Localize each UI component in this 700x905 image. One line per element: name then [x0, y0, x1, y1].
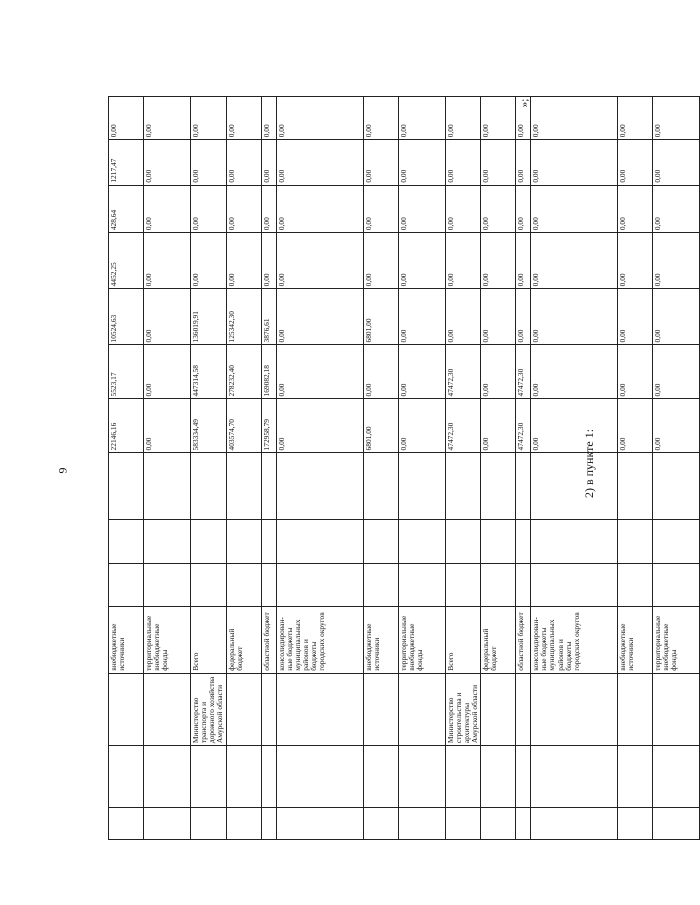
empty-cell: [144, 453, 191, 520]
empty-cell: [653, 746, 700, 808]
section-text: 2) в пункте 1:: [582, 428, 597, 499]
empty-cell: [226, 520, 261, 563]
empty-cell: [516, 807, 531, 839]
value-cell: 0,00: [276, 345, 363, 399]
empty-cell: [653, 563, 700, 606]
value-cell: 0,00: [445, 233, 481, 289]
value-cell: 0,00: [261, 185, 276, 233]
empty-cell: [398, 807, 445, 839]
value-cell: 0,00: [445, 289, 481, 345]
empty-cell: [531, 807, 618, 839]
value-cell: 0,00: [516, 97, 531, 140]
source-cell: областной бюджет: [261, 606, 276, 673]
value-cell: 0,00: [261, 97, 276, 140]
value-cell: 447314,58: [191, 345, 227, 399]
empty-cell: [276, 453, 363, 520]
value-cell: 0,00: [226, 185, 261, 233]
value-cell: 278232,40: [226, 345, 261, 399]
org-cell: [226, 673, 261, 745]
empty-cell: [516, 453, 531, 520]
source-cell: внебюджетные источники: [618, 606, 653, 673]
empty-cell: [398, 520, 445, 563]
value-cell: 0,00: [481, 185, 516, 233]
source-cell: территориальные внебюджетные фонды: [398, 606, 445, 673]
org-cell: [276, 673, 363, 745]
value-cell: 10524,63: [109, 289, 144, 345]
value-cell: 0,00: [618, 399, 653, 453]
table-row: [531, 97, 618, 840]
empty-cell: [363, 520, 398, 563]
value-cell: 0,00: [398, 233, 445, 289]
empty-cell: [653, 520, 700, 563]
value-cell: 6801,00: [363, 399, 398, 453]
empty-cell: [445, 453, 481, 520]
value-cell: 0,00: [618, 345, 653, 399]
empty-cell: [261, 563, 276, 606]
value-cell: 0,00: [516, 289, 531, 345]
empty-cell: [109, 807, 144, 839]
value-cell: 0,00: [191, 140, 227, 185]
value-cell: 0,00: [144, 345, 191, 399]
value-cell: 47472,30: [445, 345, 481, 399]
empty-cell: [363, 807, 398, 839]
org-cell: [398, 673, 445, 745]
value-cell: 0,00: [191, 233, 227, 289]
org-cell: [531, 673, 618, 745]
value-cell: 0,00: [276, 185, 363, 233]
empty-cell: [144, 746, 191, 808]
value-cell: 169082,18: [261, 345, 276, 399]
value-cell: 0,00: [481, 289, 516, 345]
value-cell: 1217,47: [109, 140, 144, 185]
empty-cell: [481, 746, 516, 808]
value-cell: 0,00: [363, 233, 398, 289]
value-cell: 125342,30: [226, 289, 261, 345]
org-cell: [516, 673, 531, 745]
empty-cell: [531, 746, 618, 808]
empty-cell: [363, 453, 398, 520]
empty-cell: [531, 563, 618, 606]
empty-cell: [191, 563, 227, 606]
value-cell: 583334,49: [191, 399, 227, 453]
org-cell: [261, 673, 276, 745]
value-cell: 5523,17: [109, 345, 144, 399]
value-cell: 0,00: [226, 97, 261, 140]
value-cell: 0,00: [531, 345, 618, 399]
empty-cell: [276, 746, 363, 808]
value-cell: 0,00: [531, 97, 618, 140]
empty-cell: [481, 807, 516, 839]
empty-cell: [398, 746, 445, 808]
empty-cell: [481, 453, 516, 520]
source-cell: территориальные внебюджетные фонды: [653, 606, 700, 673]
source-cell: федеральный бюджет: [481, 606, 516, 673]
value-cell: 0,00: [398, 345, 445, 399]
value-cell: 0,00: [191, 185, 227, 233]
value-cell: 0,00: [653, 185, 700, 233]
empty-cell: [618, 520, 653, 563]
empty-cell: [109, 453, 144, 520]
value-cell: 47472,30: [516, 345, 531, 399]
source-cell: консолидирован-ные бюджеты муниципальных районов и бюджеты городских округов: [276, 606, 363, 673]
empty-cell: [618, 746, 653, 808]
value-cell: 0,00: [363, 345, 398, 399]
value-cell: 47472,30: [516, 399, 531, 453]
empty-cell: [226, 807, 261, 839]
value-cell: 0,00: [531, 140, 618, 185]
empty-cell: [276, 807, 363, 839]
empty-cell: [191, 807, 227, 839]
closing-quote: »;: [518, 98, 531, 108]
value-cell: 0,00: [618, 185, 653, 233]
empty-cell: [653, 807, 700, 839]
table-row: [276, 97, 363, 840]
org-cell: [618, 673, 653, 745]
value-cell: 0,00: [276, 233, 363, 289]
value-cell: 428,64: [109, 185, 144, 233]
value-cell: 0,00: [531, 233, 618, 289]
value-cell: 0,00: [445, 97, 481, 140]
value-cell: 0,00: [398, 140, 445, 185]
value-cell: 0,00: [398, 97, 445, 140]
value-cell: 0,00: [276, 140, 363, 185]
empty-cell: [653, 453, 700, 520]
value-cell: 0,00: [653, 97, 700, 140]
value-cell: 0,00: [481, 233, 516, 289]
value-cell: 0,00: [481, 140, 516, 185]
empty-cell: [531, 520, 618, 563]
value-cell: 0,00: [481, 345, 516, 399]
table-row: [653, 97, 700, 840]
empty-cell: [191, 746, 227, 808]
org-cell: [653, 673, 700, 745]
empty-cell: [144, 520, 191, 563]
value-cell: 0,00: [445, 140, 481, 185]
org-cell: [144, 673, 191, 745]
value-cell: 0,00: [226, 233, 261, 289]
table-row: [261, 97, 276, 840]
value-cell: 0,00: [618, 97, 653, 140]
empty-cell: [445, 563, 481, 606]
budget-table: [108, 96, 700, 840]
value-cell: 0,00: [276, 399, 363, 453]
org-cell: Министерство транспорта и дорожного хозяйства Амурской области: [191, 673, 227, 745]
value-cell: 0,00: [516, 233, 531, 289]
empty-cell: [261, 520, 276, 563]
empty-cell: [191, 520, 227, 563]
empty-cell: [481, 520, 516, 563]
org-cell: Министерство строительства и архитектуры Амурской области: [445, 673, 481, 745]
value-cell: 0,00: [144, 97, 191, 140]
value-cell: 0,00: [144, 289, 191, 345]
value-cell: 0,00: [618, 233, 653, 289]
empty-cell: [516, 520, 531, 563]
org-cell: [109, 673, 144, 745]
value-cell: 0,00: [618, 140, 653, 185]
empty-cell: [226, 453, 261, 520]
empty-cell: [363, 563, 398, 606]
empty-cell: [261, 746, 276, 808]
value-cell: 0,00: [618, 289, 653, 345]
table-row: [226, 97, 261, 840]
empty-cell: [618, 563, 653, 606]
value-cell: 3876,61: [261, 289, 276, 345]
value-cell: 0,00: [653, 399, 700, 453]
value-cell: 0,00: [144, 399, 191, 453]
source-cell: внебюджетные источники: [109, 606, 144, 673]
value-cell: 0,00: [144, 185, 191, 233]
value-cell: 0,00: [276, 97, 363, 140]
table-row: [618, 97, 653, 840]
empty-cell: [144, 563, 191, 606]
value-cell: 136019,91: [191, 289, 227, 345]
value-cell: 0,00: [481, 399, 516, 453]
value-cell: 0,00: [398, 289, 445, 345]
table-row: [481, 97, 516, 840]
table-row: [516, 97, 531, 840]
value-cell: 6801,00: [363, 289, 398, 345]
source-cell: областной бюджет: [516, 606, 531, 673]
value-cell: 0,00: [261, 140, 276, 185]
empty-cell: [144, 807, 191, 839]
table-row: [144, 97, 191, 840]
value-cell: 0,00: [276, 289, 363, 345]
source-cell: федеральный бюджет: [226, 606, 261, 673]
value-cell: 0,00: [261, 233, 276, 289]
value-cell: 0,00: [531, 289, 618, 345]
value-cell: 0,00: [363, 140, 398, 185]
value-cell: 0,00: [191, 97, 227, 140]
empty-cell: [516, 746, 531, 808]
value-cell: 172958,79: [261, 399, 276, 453]
table-row: [363, 97, 398, 840]
value-cell: 0,00: [531, 399, 618, 453]
source-cell: территориальные внебюджетные фонды: [144, 606, 191, 673]
value-cell: 0,00: [144, 233, 191, 289]
empty-cell: [363, 746, 398, 808]
empty-cell: [445, 807, 481, 839]
source-cell: Всего: [191, 606, 227, 673]
empty-cell: [531, 453, 618, 520]
value-cell: 0,00: [398, 185, 445, 233]
empty-cell: [261, 807, 276, 839]
empty-cell: [618, 453, 653, 520]
empty-cell: [226, 746, 261, 808]
empty-cell: [481, 563, 516, 606]
value-cell: 4452,25: [109, 233, 144, 289]
org-cell: [363, 673, 398, 745]
empty-cell: [226, 563, 261, 606]
empty-cell: [191, 453, 227, 520]
empty-cell: [261, 453, 276, 520]
table-row: [445, 97, 481, 840]
value-cell: 0,00: [653, 345, 700, 399]
empty-cell: [445, 746, 481, 808]
empty-cell: [398, 453, 445, 520]
value-cell: 0,00: [363, 97, 398, 140]
empty-cell: [109, 563, 144, 606]
value-cell: 0,00: [653, 233, 700, 289]
source-cell: консолидирован-ные бюджеты муниципальных районов и бюджеты городских округов: [531, 606, 618, 673]
empty-cell: [276, 563, 363, 606]
empty-cell: [445, 520, 481, 563]
table-row: [191, 97, 227, 840]
empty-cell: [398, 563, 445, 606]
value-cell: 0,00: [516, 140, 531, 185]
table-row: [398, 97, 445, 840]
value-cell: 0,00: [653, 140, 700, 185]
value-cell: 0,00: [516, 185, 531, 233]
value-cell: 0,00: [653, 289, 700, 345]
value-cell: 0,00: [398, 399, 445, 453]
empty-cell: [276, 520, 363, 563]
empty-cell: [618, 807, 653, 839]
value-cell: 0,00: [481, 97, 516, 140]
source-cell: Всего: [445, 606, 481, 673]
empty-cell: [516, 563, 531, 606]
empty-cell: [109, 520, 144, 563]
value-cell: 403574,70: [226, 399, 261, 453]
empty-cell: [109, 746, 144, 808]
org-cell: [481, 673, 516, 745]
value-cell: 0,00: [445, 185, 481, 233]
table-row: [109, 97, 144, 840]
page-number: 9: [55, 467, 70, 474]
value-cell: 0,00: [144, 140, 191, 185]
value-cell: 0,00: [531, 185, 618, 233]
value-cell: 0,00: [226, 140, 261, 185]
value-cell: 0,00: [109, 97, 144, 140]
value-cell: 0,00: [363, 185, 398, 233]
value-cell: 47472,30: [445, 399, 481, 453]
value-cell: 22146,16: [109, 399, 144, 453]
source-cell: внебюджетные источники: [363, 606, 398, 673]
